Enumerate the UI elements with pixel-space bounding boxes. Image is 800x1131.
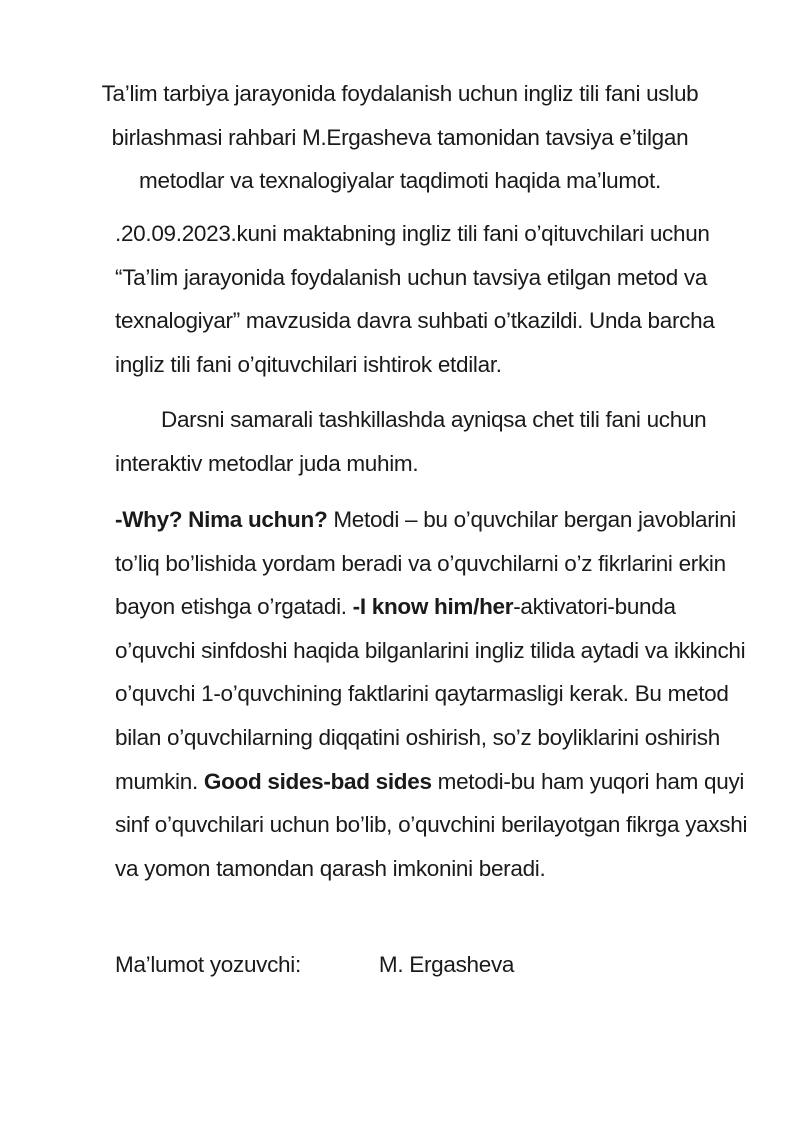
signature-label: Ma’lumot yozuvchi:	[115, 952, 301, 977]
method-text: -aktivatori-bunda o’quvchi sinfdoshi haqida bilganlarini ingliz tilida aytadi va ikkinchi o’quvchi 1-o’quvchining faktlarini qaytarmasligi kerak. Bu metod bilan o’quvchilarning diqqatini oshirish, so’z boyliklarini oshirish mumkin.	[115, 594, 746, 794]
signature-line	[115, 943, 755, 987]
paragraph-methods-description	[115, 498, 755, 890]
title-line: Ta’lim tarbiya jarayonida foydalanish uchun ingliz tili fani uslub	[101, 81, 699, 106]
method-name-i-know: -I know him/her	[352, 594, 514, 620]
title-line: metodlar va texnalogiyalar taqdimoti haqida ma’lumot.	[139, 168, 661, 193]
paragraph-interactive-methods: Darsni samarali tashkillashda ayniqsa chet tili fani uchun interaktiv metodlar juda muhim.	[115, 407, 707, 476]
method-text: metodi-bu ham yuqori ham quyi sinf o’quvchilari uchun bo’lib, o’quvchini berilayotgan fikrga yaxshi va yomon tamondan qarash imkonini beradi.	[115, 768, 748, 881]
method-text: Metodi – bu o’quvchilar bergan javoblarini to’liq bo’lishida yordam beradi va o’quvchilarni o’z fikrlarini erkin bayon etishga o’rgatadi.	[115, 507, 736, 620]
method-name-good-bad-sides: Good sides-bad sides	[203, 768, 432, 794]
paragraph-roundtable: .20.09.2023.kuni maktabning ingliz tili fani o’qituvchilari uchun “Ta’lim jarayonida foydalanish uchun tavsiya etilgan metod va texnalogiyar” mavzusida davra suhbati o’tkazildi. Unda barcha ingliz tili fani o’qituvchilari ishtirok etdilar.	[115, 221, 715, 377]
signature-name: M. Ergasheva	[378, 952, 515, 977]
method-name-why: -Why? Nima uchun?	[115, 507, 328, 532]
title-line: birlashmasi rahbari M.Ergasheva tamonidan tavsiya e’tilgan	[111, 124, 689, 150]
document-title	[100, 72, 700, 203]
